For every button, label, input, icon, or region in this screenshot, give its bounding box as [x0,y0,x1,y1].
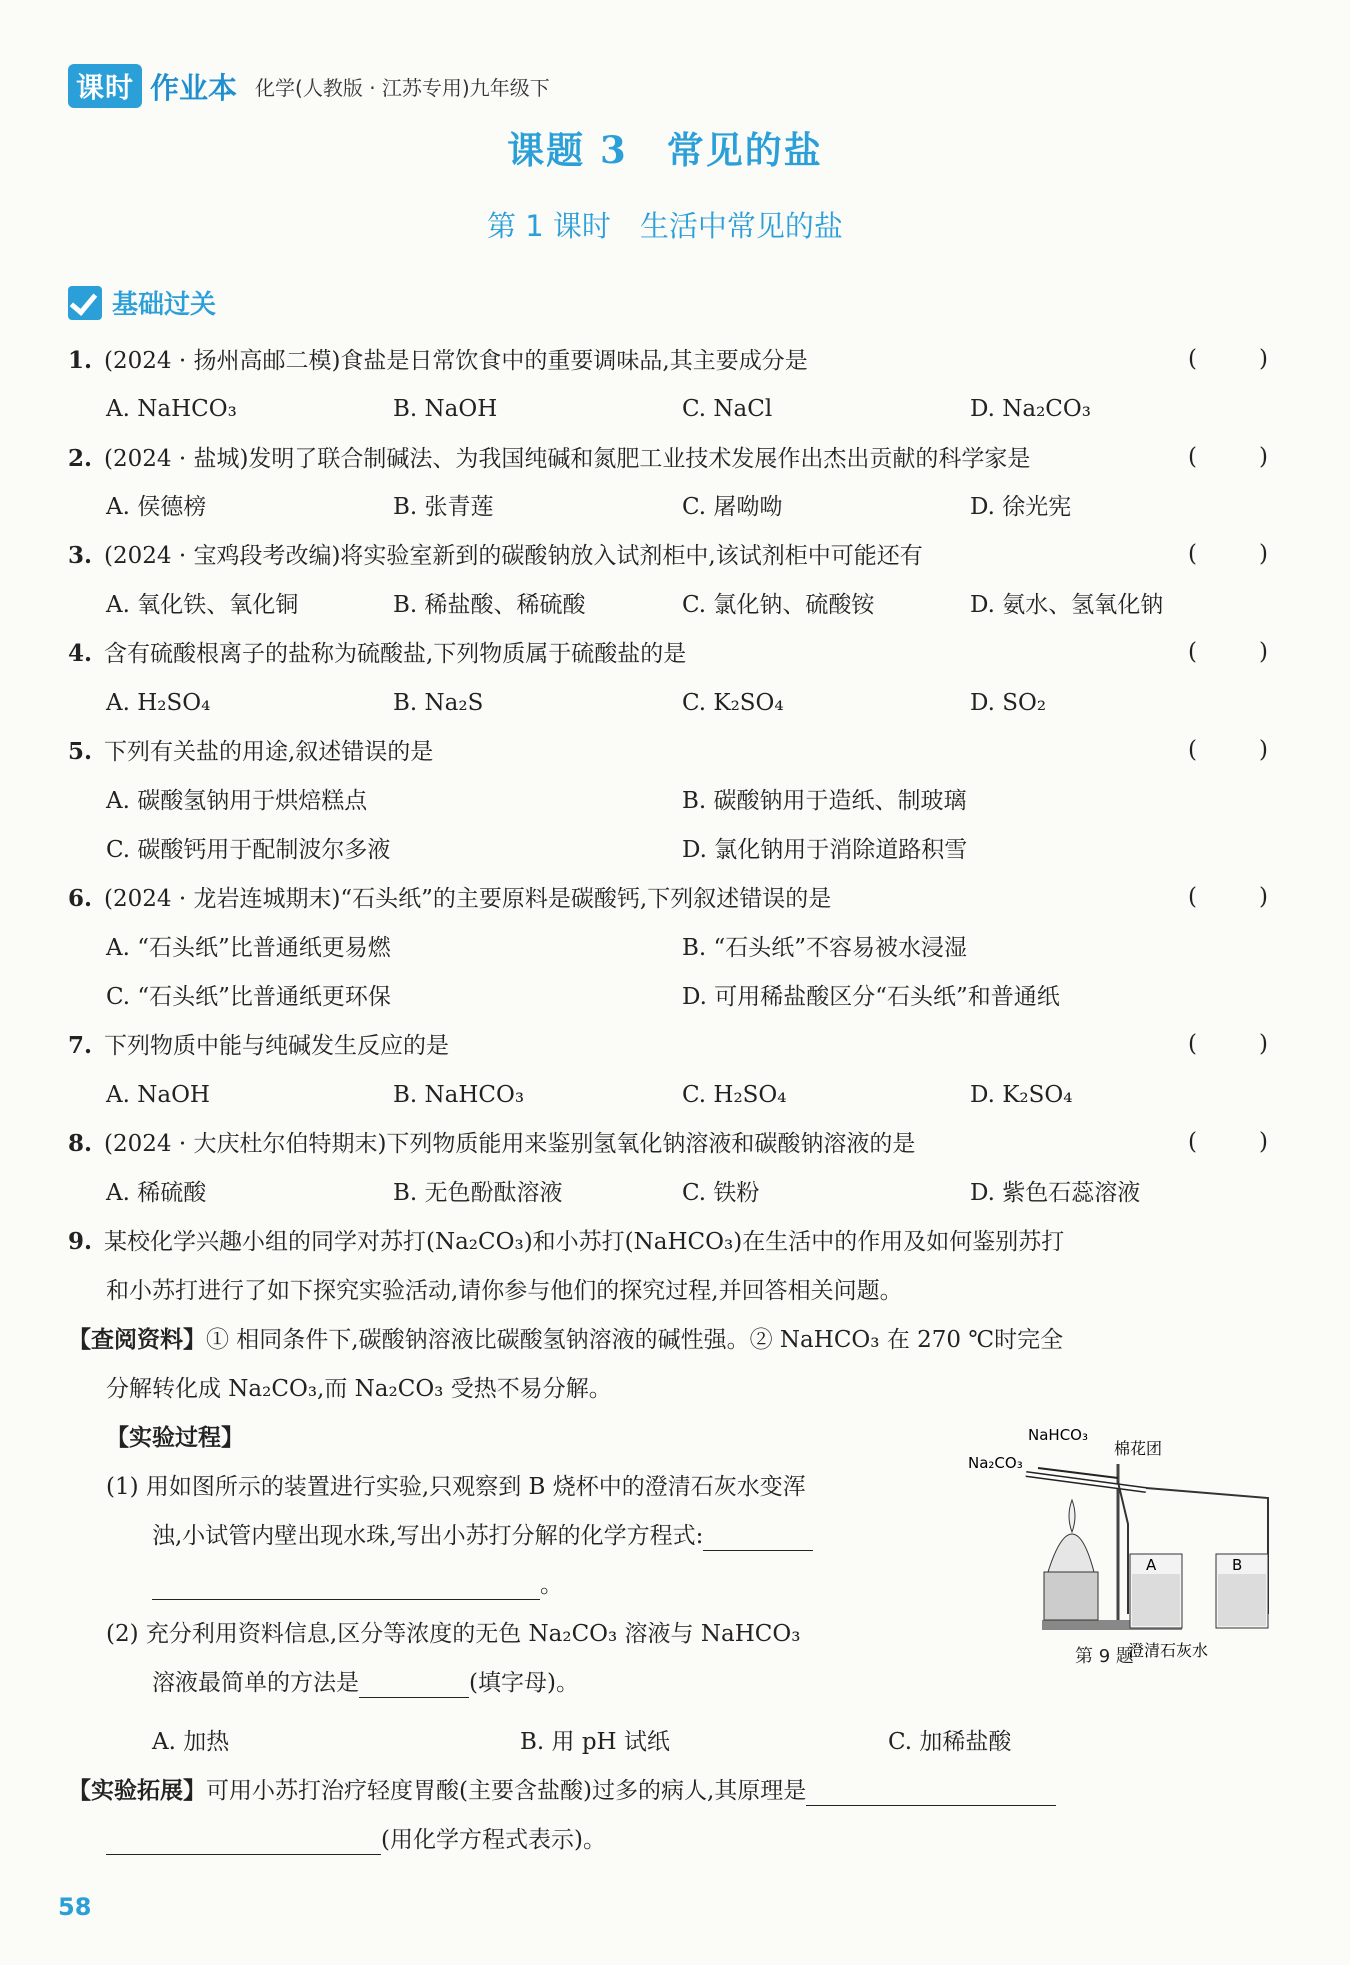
alcohol-lamp [1048,1534,1094,1572]
answer-blank[interactable] [152,1575,540,1600]
beaker-b-label: B [1232,1556,1243,1574]
question-number: 4. [68,640,93,667]
part-1-cont: 浊,小试管内壁出现水珠,写出小苏打分解的化学方程式: [152,1521,813,1551]
option: A. 稀硫酸 [106,1180,207,1206]
flame [1069,1500,1075,1532]
process-label: 【实验过程】 [106,1424,244,1451]
extension-label: 【实验拓展】 [68,1777,206,1804]
option: A. 碳酸氢钠用于烘焙糕点 [106,788,368,814]
answer-blank[interactable] [359,1673,469,1698]
answer-blank[interactable] [806,1781,1056,1806]
option: C. 屠呦呦 [682,494,783,520]
question-number: 9. [68,1228,93,1255]
option: C. NaCl [682,396,773,422]
option: B. Na₂S [393,690,484,716]
question-number: 3. [68,542,93,569]
option: D. SO₂ [970,690,1047,716]
question-3 [68,541,923,571]
header-brand [68,64,550,108]
question-1 [68,346,808,376]
book-info: 化学(人教版 · 江苏专用)九年级下 [255,75,550,100]
apparatus-figure [968,1424,1288,1669]
option: C. 氯化钠、硫酸铵 [682,592,875,618]
question-stem: 下列有关盐的用途,叙述错误的是 [104,739,434,765]
question-number: 6. [68,885,93,912]
question-2 [68,444,1030,474]
section-header [68,284,216,321]
answer-blank[interactable] [106,1830,381,1855]
reference-label: 【查阅资料】 [68,1326,206,1353]
question-number: 8. [68,1130,93,1157]
option: C. K₂SO₄ [682,690,784,716]
option: B. 张青莲 [393,494,494,520]
question-number: 7. [68,1032,93,1059]
option: A. 氧化铁、氧化铜 [106,592,299,618]
question-stem: (2024 · 盐城)发明了联合制碱法、为我国纯碱和氮肥工业技术发展作出杰出贡献的科学家是 [104,446,1031,472]
option: B. 稀盐酸、稀硫酸 [393,592,586,618]
question-stem-cont: 和小苏打进行了如下探究实验活动,请你参与他们的探究过程,并回答相关问题。 [106,1278,903,1304]
logo: 课时 [68,64,142,108]
option: D. 氨水、氢氧化钠 [970,592,1164,618]
question-number: 5. [68,738,93,765]
option: C. 碳酸钙用于配制波尔多液 [106,837,391,863]
option: A. NaHCO₃ [106,396,237,422]
option: B. NaOH [393,396,498,422]
na2co3-label: Na₂CO₃ [968,1454,1023,1472]
reference-text-cont: 分解转化成 Na₂CO₃,而 Na₂CO₃ 受热不易分解。 [106,1376,612,1402]
option: B. 无色酚酞溶液 [393,1180,563,1206]
option: D. K₂SO₄ [970,1082,1073,1108]
option: C. 铁粉 [682,1180,760,1206]
big-tube-inner [1026,1474,1146,1490]
option: D. 可用稀盐酸区分“石头纸”和普通纸 [682,984,1060,1010]
option: A. “石头纸”比普通纸更易燃 [106,935,391,961]
option: B. “石头纸”不容易被水浸湿 [682,935,968,961]
question-number: 2. [68,445,93,472]
question-stem: (2024 · 龙岩连城期末)“石头纸”的主要原料是碳酸钙,下列叙述错误的是 [104,886,832,912]
limewater-label: 澄清石灰水 [1128,1641,1209,1660]
page-title: 课题 3 常见的盐 [507,128,823,172]
nahco3-label: NaHCO₃ [1028,1426,1088,1444]
option: D. 氯化钠用于消除道路积雪 [682,837,968,863]
answer-blank[interactable] [703,1526,813,1551]
question-stem: 某校化学兴趣小组的同学对苏打(Na₂CO₃)和小苏打(NaHCO₃)在生活中的作用及如何鉴别苏打 [104,1229,1065,1255]
option: B. 用 pH 试纸 [520,1729,670,1755]
option: A. NaOH [106,1082,210,1108]
beaker-b-liquid [1218,1574,1266,1626]
question-7 [68,1031,449,1061]
section-title: 基础过关 [112,290,217,320]
part-1-end: 。 [152,1570,563,1600]
page-number: 58 [58,1893,92,1921]
beaker-a-liquid [1132,1574,1180,1626]
part-1: (1) 用如图所示的装置进行实验,只观察到 B 烧杯中的澄清石灰水变浑 [106,1474,806,1500]
figure-caption: 第 9 题 [1075,1646,1134,1667]
checkbox-icon [68,286,102,320]
option: C. 加稀盐酸 [888,1729,1012,1755]
question-stem: (2024 · 扬州高邮二模)食盐是日常饮食中的重要调味品,其主要成分是 [104,348,808,374]
option: A. 加热 [152,1729,230,1755]
part-2-cont: 溶液最简单的方法是 (填字母)。 [152,1670,579,1696]
option: C. H₂SO₄ [682,1082,787,1108]
question-9 [68,1227,1064,1257]
question-stem: (2024 · 大庆杜尔伯特期末)下列物质能用来鉴别氢氧化钠溶液和碳酸钠溶液的是 [104,1131,916,1157]
option: A. H₂SO₄ [106,690,211,716]
option: D. 徐光宪 [970,494,1072,520]
option: B. 碳酸钠用于造纸、制玻璃 [682,788,967,814]
beaker-a-label: A [1146,1556,1157,1574]
question-8 [68,1129,915,1159]
question-stem: 下列物质中能与纯碱发生反应的是 [104,1033,449,1059]
question-6 [68,884,831,914]
question-5 [68,737,433,767]
option: D. 紫色石蕊溶液 [970,1180,1141,1206]
page-subtitle: 第 1 课时 生活中常见的盐 [487,209,843,243]
question-stem: 含有硫酸根离子的盐称为硫酸盐,下列物质属于硫酸盐的是 [104,641,687,667]
option: C. “石头纸”比普通纸更环保 [106,984,391,1010]
reference-section [68,1325,1063,1355]
extension-section: 【实验拓展】可用小苏打治疗轻度胃酸(主要含盐酸)过多的病人,其原理是 [68,1776,1056,1806]
reference-text: ① 相同条件下,碳酸钠溶液比碳酸氢钠溶液的碱性强。② NaHCO₃ 在 270 ℃时完全 [206,1327,1064,1353]
option: B. NaHCO₃ [393,1082,525,1108]
brand-name: 作业本 [150,70,238,105]
extension-cont: (用化学方程式表示)。 [106,1825,606,1855]
option: A. 侯德榜 [106,494,207,520]
option: D. Na₂CO₃ [970,396,1091,422]
question-stem: (2024 · 宝鸡段考改编)将实验室新到的碳酸钠放入试剂柜中,该试剂柜中可能还有 [104,543,923,569]
question-4 [68,639,686,669]
block [1044,1572,1098,1620]
cotton-label: 棉花团 [1114,1439,1163,1458]
part-2: (2) 充分利用资料信息,区分等浓度的无色 Na₂CO₃ 溶液与 NaHCO₃ [106,1621,801,1647]
question-number: 1. [68,347,93,374]
